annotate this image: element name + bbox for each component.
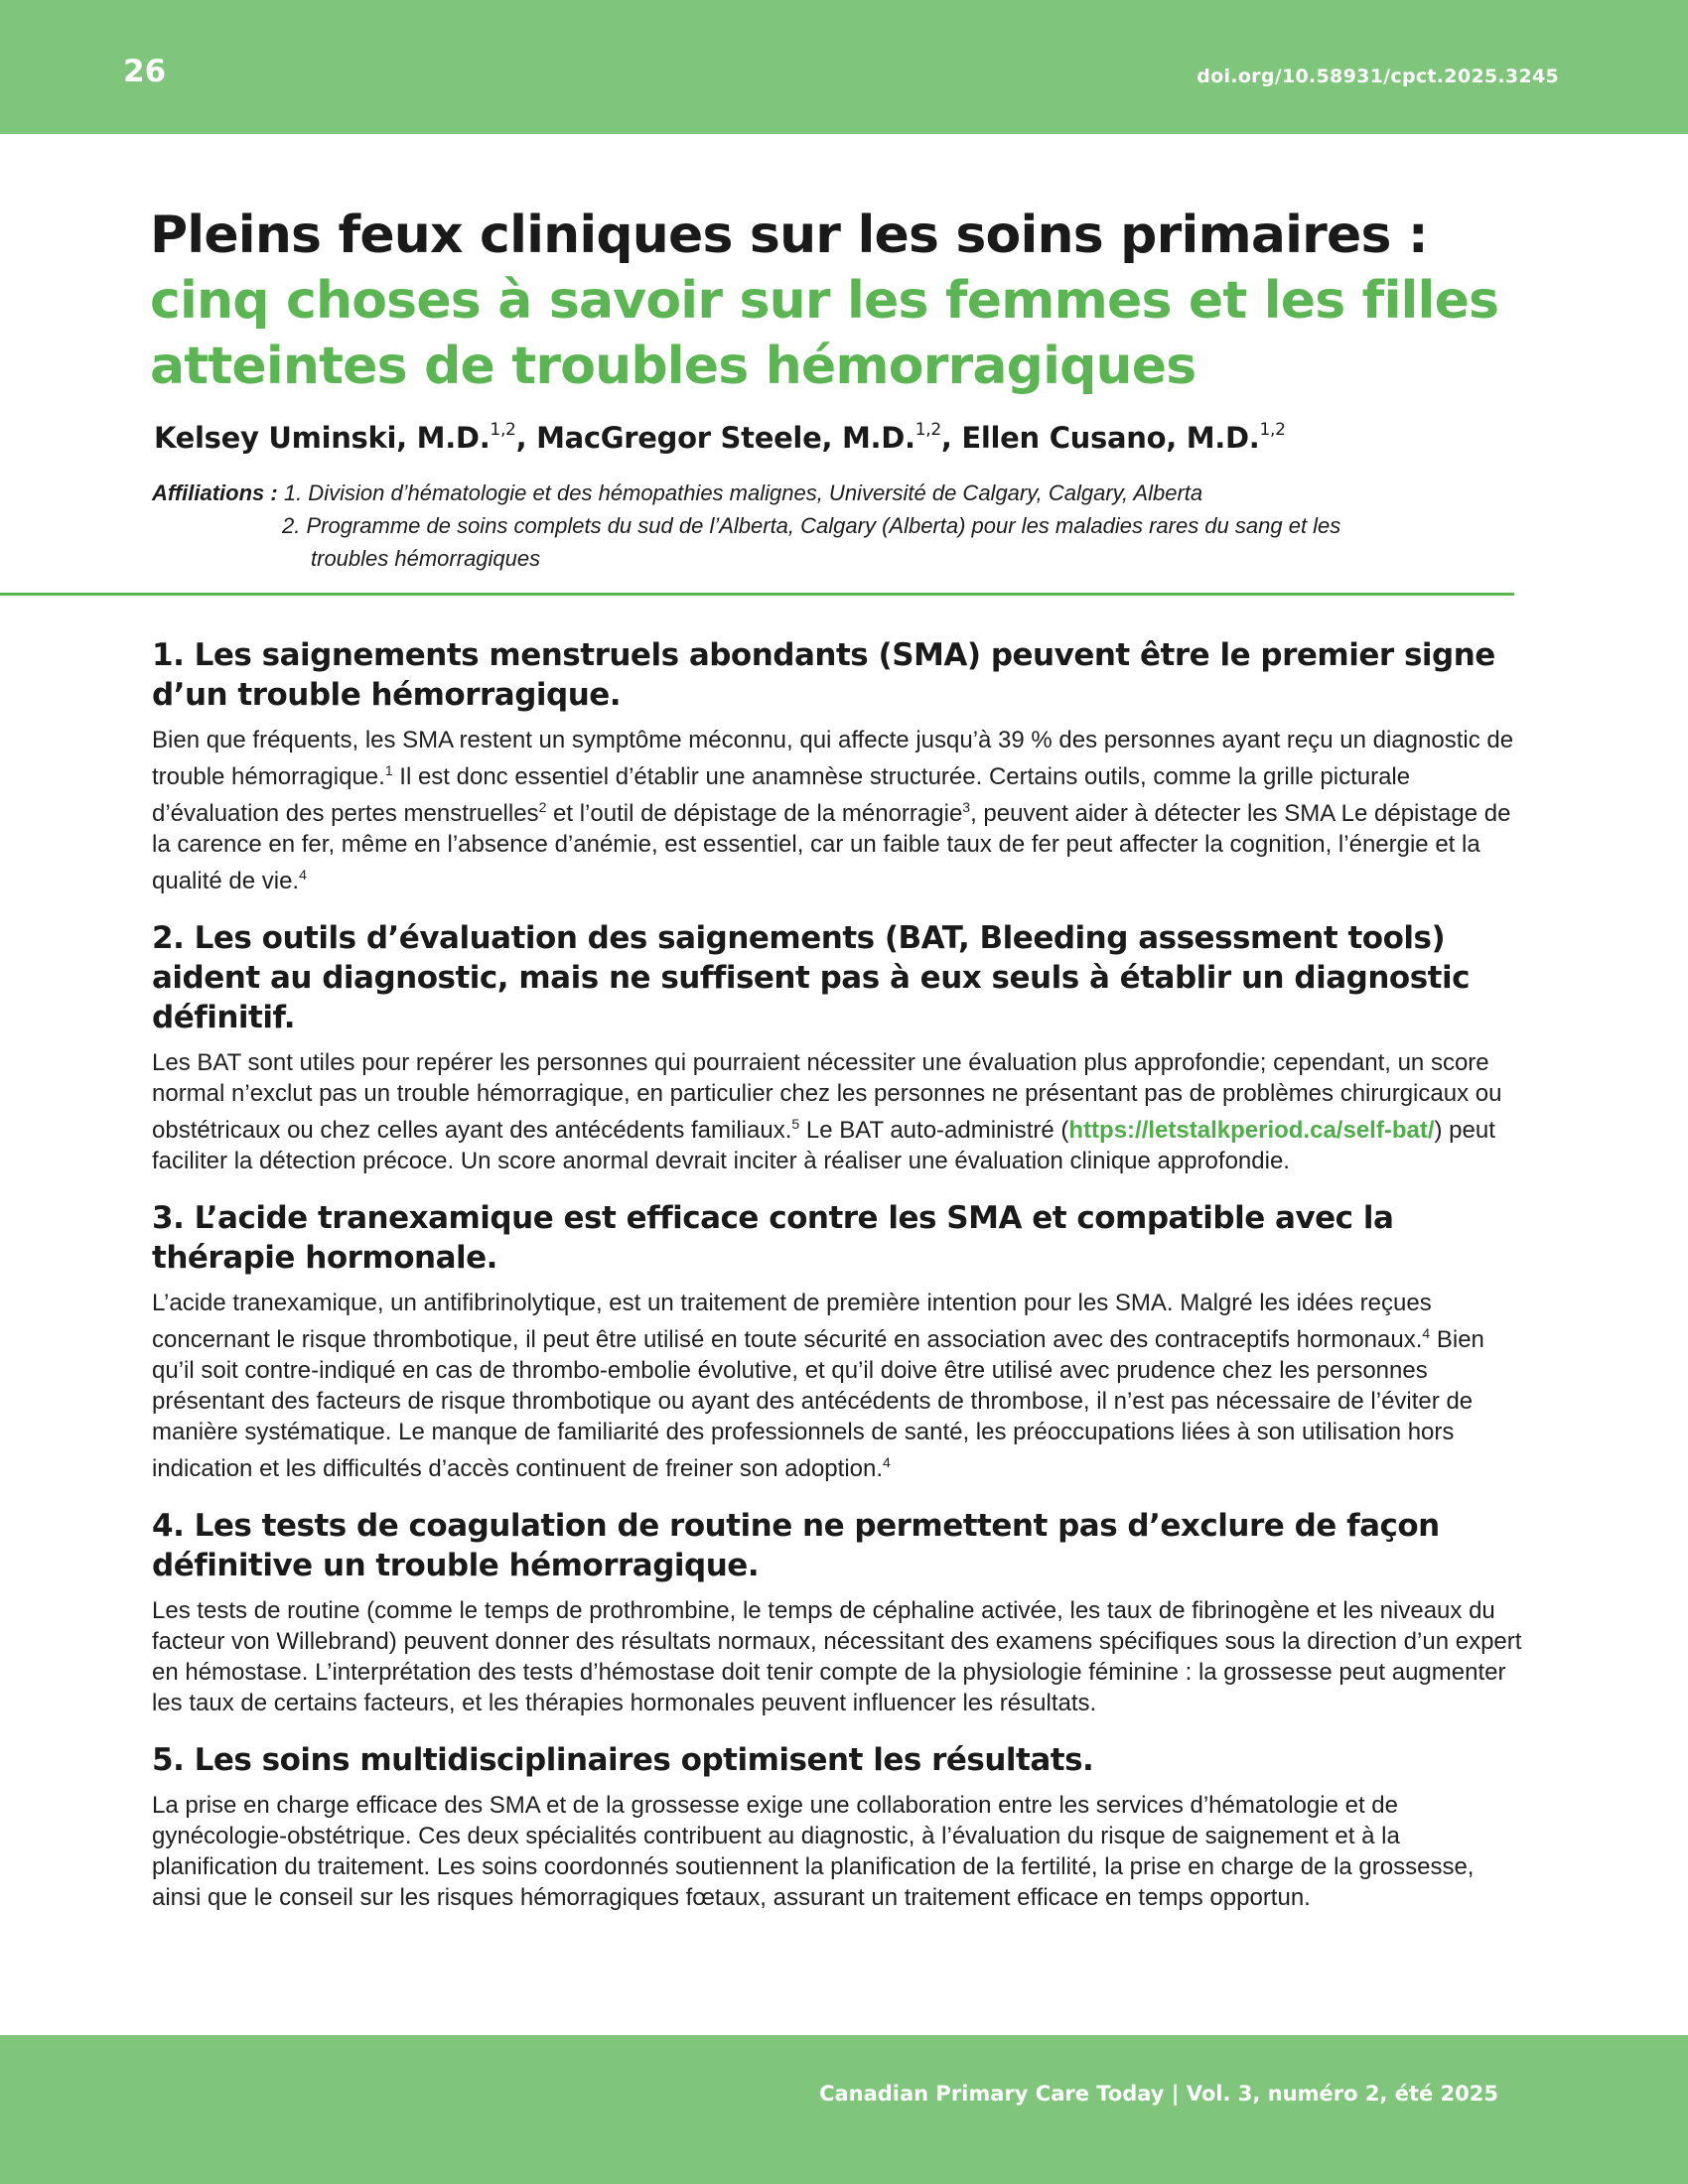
- section-paragraph: Les BAT sont utiles pour repérer les personnes qui pourraient nécessiter une évaluation plus approfondie; cependant, un score normal n’exclut pas un trouble hémorragique, en particulier chez les personnes ne présentant pas de problèmes chirurgicaux ou obstétricaux ou chez celles ayant des antécédents familiaux.$^5$ Le BAT auto-administré (https://letstalkperiod.ca/self-bat/) peut faciliter la détection précoce. Un score anormal devrait inciter à réaliser une évaluation clinique approfondie.: [152, 1049, 1502, 1174]
- reference-marker: 3: [962, 799, 971, 815]
- section-paragraph: Bien que fréquents, les SMA restent un symptôme méconnu, qui affecte jusqu’à 39 % des personnes ayant reçu un diagnostic de trouble hémorragique.$^1$ Il est donc essentiel d’établir une anamnèse structurée. Certains outils, comme la grille picturale d’évaluation des pertes menstruelles$^2$ et l’outil de dépistage de la ménorragie$^3$, peuvent aider à détecter les SMA Le dépistage de la carence en fer, même en l’absence d’anémie, est essentiel, car un faible taux de fer peut affecter la cognition, l’énergie et la qualité de vie.$^4$: [152, 727, 1514, 894]
- author-name: Kelsey Uminski, M.D.: [154, 421, 491, 455]
- reference-marker: 4: [1422, 1325, 1431, 1341]
- author-affiliation-ref: 1,2: [490, 420, 516, 440]
- reference-marker: 5: [791, 1116, 800, 1132]
- article-body: [152, 635, 1522, 1935]
- section-heading: 3. L’acide tranexamique est efficace contre les SMA et compatible avec la thérapie hormonale.: [152, 1200, 1394, 1276]
- article-title: [150, 203, 1560, 399]
- reference-marker: 4: [299, 867, 307, 883]
- section-1: [152, 635, 1522, 896]
- section-heading: 5. Les soins multidisciplinaires optimisent les résultats.: [152, 1742, 1094, 1778]
- author-name: Ellen Cusano, M.D.: [961, 421, 1260, 455]
- section-5: [152, 1740, 1522, 1913]
- section-paragraph: La prise en charge efficace des SMA et de la grossesse exige une collaboration entre les services d’hématologie et de gynécologie-obstétrique. Ces deux spécialités contribuent au diagnostic, à l’évaluation du risque de saignement et à la planification du traitement. Les soins coordonnés soutiennent la planification de la fertilité, la prise en charge de la grossesse, ainsi que le conseil sur les risques hémorragiques fœtaux, assurant un traitement efficace en temps opportun.: [152, 1792, 1475, 1911]
- section-3: [152, 1198, 1522, 1484]
- affiliation-2: 2. Programme de soins complets du sud de l’Alberta, Calgary (Alberta) pour les maladies rares du sang et les: [282, 513, 1341, 538]
- title-primary: Pleins feux cliniques sur les soins primaires :: [150, 205, 1428, 265]
- affiliations-label: Affiliations :: [152, 480, 278, 505]
- doi-link[interactable]: doi.org/10.58931/cpct.2025.3245: [1196, 66, 1559, 87]
- section-divider: [0, 593, 1514, 596]
- footer-bar: [0, 2035, 1688, 2184]
- author-affiliation-ref: 1,2: [914, 420, 941, 440]
- affiliations: [152, 477, 1522, 575]
- section-paragraph: Les tests de routine (comme le temps de prothrombine, le temps de céphaline activée, les taux de fibrinogène et les niveaux du facteur von Willebrand) peuvent donner des résultats normaux, nécessitant des examens spécifiques sous la direction d’un expert en hémostase. L’interprétation des tests d’hémostase doit tenir compte de la physiologie féminine : la grossesse peut augmenter les taux de certains facteurs, et les thérapies hormonales peuvent influencer les résultats.: [152, 1597, 1522, 1716]
- reference-marker: 4: [883, 1454, 891, 1470]
- affiliation-2-continued: troubles hémorragiques: [311, 546, 541, 571]
- section-paragraph: L’acide tranexamique, un antifibrinolytique, est un traitement de première intention pour les SMA. Malgré les idées reçues concernant le risque thrombotique, il peut être utilisé en toute sécurité en association avec des contraceptifs hormonaux.$^4$ Bien qu’il soit contre-indiqué en cas de thrombo-embolie évolutive, et qu’il doive être utilisé avec prudence chez les personnes présentant des facteurs de risque thrombotique ou ayant des antécédents de thrombose, il n’est pas nécessaire de l’éviter de manière systématique. Le manque de familiarité des professionnels de santé, les préoccupations liées à son utilisation hors indication et les difficultés d’accès continuent de freiner son adoption.$^4$: [152, 1290, 1484, 1482]
- author-affiliation-ref: 1,2: [1259, 420, 1286, 440]
- section-heading: 2. Les outils d’évaluation des saignements (BAT, Bleeding assessment tools) aident au diagnostic, mais ne suffisent pas à eux seuls à établir un diagnostic définitif.: [152, 920, 1470, 1035]
- title-secondary: cinq choses à savoir sur les femmes et les filles atteintes de troubles hémorragiques: [150, 271, 1499, 396]
- section-heading: 4. Les tests de coagulation de routine ne permettent pas d’exclure de façon définitive un trouble hémorragique.: [152, 1508, 1440, 1583]
- reference-marker: 1: [384, 762, 393, 778]
- reference-marker: 2: [538, 799, 547, 815]
- author-separator: ,: [515, 421, 537, 455]
- section-4: [152, 1506, 1522, 1718]
- author-separator: ,: [940, 421, 962, 455]
- journal-citation: Canadian Primary Care Today | Vol. 3, numéro 2, été 2025: [819, 2082, 1498, 2106]
- section-heading: 1. Les saignements menstruels abondants (SMA) peuvent être le premier signe d’un trouble hémorragique.: [152, 637, 1495, 713]
- affiliation-1: 1. Division d’hématologie et des hémopathies malignes, Université de Calgary, Calgary, Alberta: [283, 480, 1203, 505]
- author-list: [154, 420, 1286, 455]
- self-bat-link[interactable]: https://letstalkperiod.ca/self-bat/: [1068, 1117, 1435, 1144]
- author-name: MacGregor Steele, M.D.: [536, 421, 915, 455]
- section-2: [152, 918, 1522, 1176]
- page-number: 26: [123, 54, 167, 89]
